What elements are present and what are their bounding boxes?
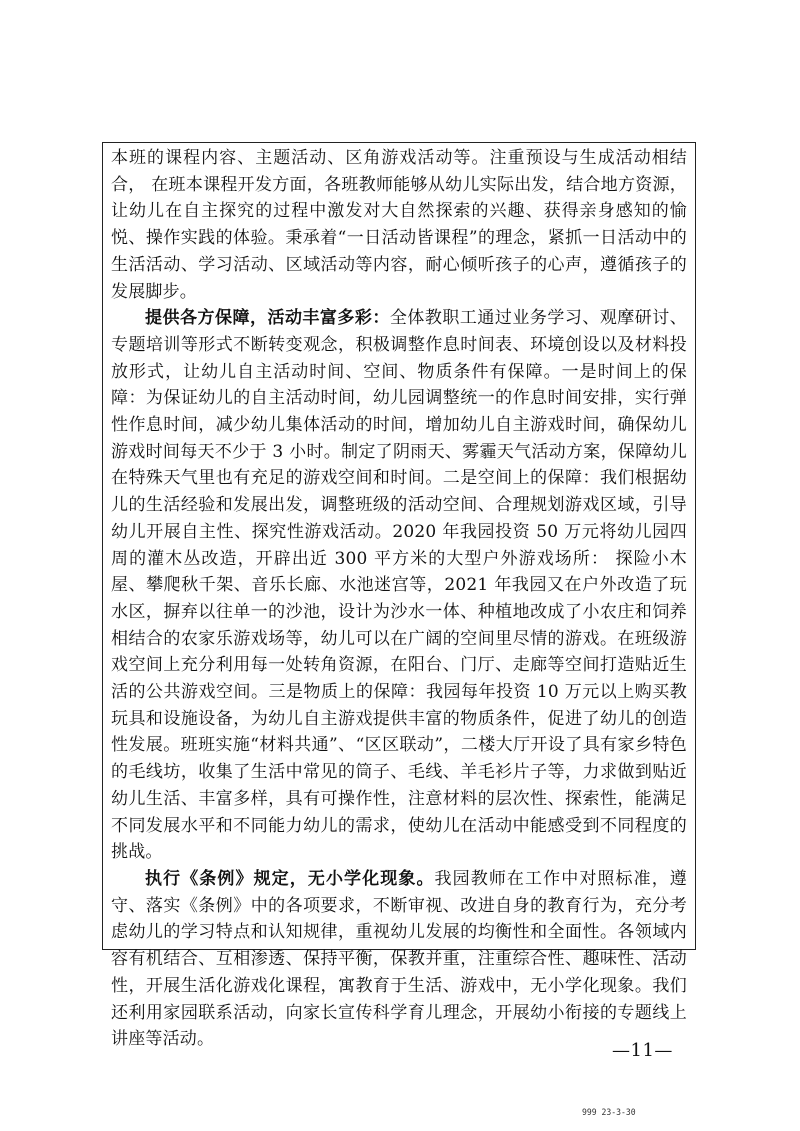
footer-stamp: 999 23-3-30 bbox=[582, 1108, 636, 1118]
paragraph-3-lead: 执行《条例》规定，无小学化现象。 bbox=[145, 868, 435, 889]
content-box bbox=[102, 142, 696, 1050]
paragraph-3-text: 我园教师在工作中对照标准，遵守、落实《条例》中的各项要求，不断审视、改进自身的教育行为，充分考虑幼儿的学习特点和认知规律，重视幼儿发展的均衡性和全面性。各领域内容有机结合、互相渗透、保持平衡，保教并重，注重综合性、趣味性、活动性，开展生活化游戏化课程，寓教育于生活、游戏中，无小学化现象。我们还利用家园联系活动，向家长宣传科学育儿理念，开展幼小衔接的专题线上讲座等活动。 bbox=[111, 868, 687, 1050]
paragraph-2 bbox=[111, 305, 687, 866]
page-number: —11— bbox=[612, 1040, 673, 1061]
paragraph-2-text: 全体教职工通过业务学习、观摩研讨、专题培训等形式不断转变观念，积极调整作息时间表、环境创设以及材料投放形式，让幼儿自主活动时间、空间、物质条件有保障。一是时间上的保障：为保证幼儿的自主活动时间，幼儿园调整统一的作息时间安排，实行弹性作息时间，减少幼儿集体活动的时间，增加幼儿自主游戏时间，确保幼儿游戏时间每天不少于 3 小时。制定了阴雨天、雾霾天气活动方案，保障幼儿在特殊天气里也有充足的游戏空间和时间。二是空间上的保障：我们根据幼儿的生活经验和发展出发，调整班级的活动空间、合理规划游戏区域，引导幼儿开展自主性、探究性游戏活动。2020 年我园投资 50 万元将幼儿园四周的灌木丛改造，开辟出近 300 平方米的大型户外游戏场所： 探险小木屋、攀爬秋千架、音乐长廊、水池迷宫等，2021 年我园又在户外改造了玩水区，摒弃以往单一的沙池，设计为沙水一体、种植地改成了小农庄和饲养相结合的农家乐游戏场等，幼儿可以在广阔的空间里尽情的游戏。在班级游戏空间上充分利用每一处转角资源，在阳台、门厅、走廊等空间打造贴近生活的公共游戏空间。三是物质上的保障：我园每年投资 10 万元以上购买教玩具和设施设备，为幼儿自主游戏提供丰富的物质条件，促进了幼儿的创造性发展。班班实施“材料共通”、“区区联动”，二楼大厅开设了具有家乡特色的毛线坊，收集了生活中常见的筒子、毛线、羊毛衫片子等，力求做到贴近幼儿生活、丰富多样，具有可操作性，注意材料的层次性、探索性，能满足不同发展水平和不同能力幼儿的需求，使幼儿在活动中能感受到不同程度的挑战。 bbox=[111, 308, 687, 863]
paragraph-2-lead: 提供各方保障，活动丰富多彩： bbox=[145, 308, 390, 329]
paragraph-1 bbox=[111, 145, 687, 305]
paragraph-1-text: 本班的课程内容、主题活动、区角游戏活动等。注重预设与生成活动相结合， 在班本课程开发方面，各班教师能够从幼儿实际出发，结合地方资源，让幼儿在自主探究的过程中激发对大自然探索的兴趣、获得亲身感知的愉悦、操作实践的体验。秉承着“一日活动皆课程”的理念，紧抓一日活动中的生活活动、学习活动、区域活动等内容，耐心倾听孩子的心声，遵循孩子的发展脚步。 bbox=[111, 148, 687, 302]
paragraph-3 bbox=[111, 866, 687, 1053]
